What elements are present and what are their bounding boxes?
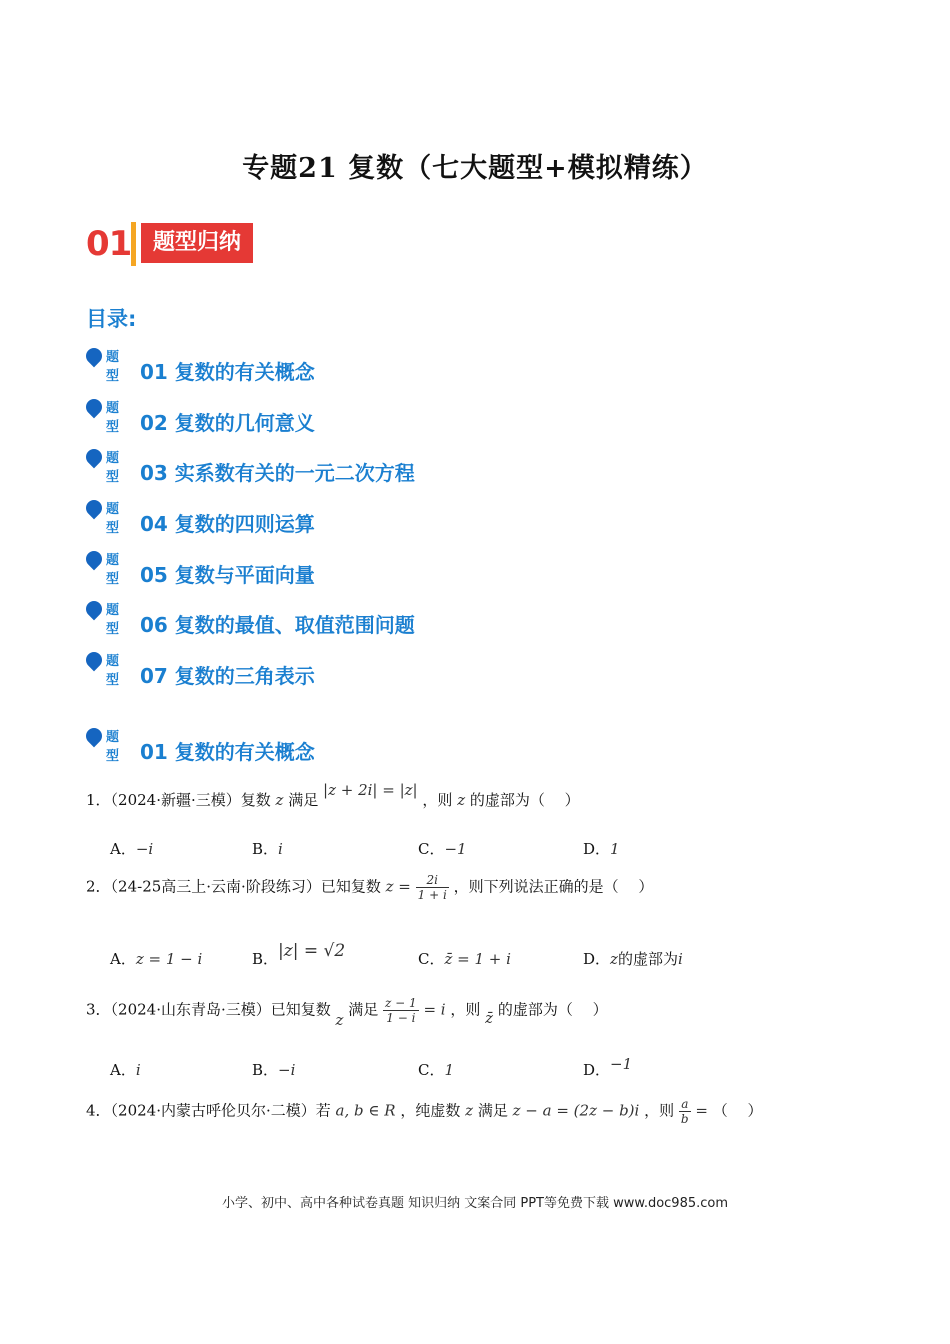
question-2-prefix: 2．（24-25高三上·云南·阶段练习）已知复数 [86, 877, 381, 896]
section-number: 01 [86, 224, 132, 264]
option-value: |z| = √2 [278, 941, 346, 961]
location-pin-icon [83, 497, 106, 520]
option-value: 1 [444, 1061, 455, 1079]
question-1-prefix: 1．（2024·新疆·三模）复数 [86, 791, 271, 809]
option-value: −i [278, 1061, 296, 1079]
option-value: −1 [610, 1055, 633, 1073]
question-1-end: 的虚部为（ ） [469, 791, 580, 809]
question-3-option-b[interactable] [252, 1059, 295, 1080]
toc-pin-label: 题型 [106, 451, 120, 485]
location-pin-icon [83, 598, 106, 621]
question-4-suffix: ，则 [644, 1101, 675, 1120]
option-value: i [278, 840, 283, 858]
location-pin-icon [83, 446, 106, 469]
option-label: D． [583, 840, 611, 858]
question-1-option-a[interactable] [110, 838, 153, 859]
question-3-end: 的虚部为（ ） [497, 1000, 608, 1019]
question-4-mid2: 满足 [477, 1101, 508, 1120]
page-title: 专题21 复数（七大题型+模拟精练） [242, 153, 708, 184]
option-value: z̄ = 1 + i [444, 950, 511, 968]
question-1-option-d[interactable] [583, 838, 620, 859]
option-label: B． [252, 1061, 279, 1079]
option-value: −i [135, 840, 154, 858]
option-label: C． [418, 1061, 445, 1079]
option-value: z = 1 − i [135, 950, 203, 968]
location-pin-icon [83, 345, 106, 368]
page-footer: 小学、初中、高中各种试卷真题 知识归纳 文案合同 PPT等免费下载 www.doc985.com [221, 1196, 729, 1211]
question-4-var: z [465, 1101, 474, 1120]
toc-pin-label: 题型 [106, 654, 120, 688]
question-1-mid: 满足 [288, 791, 319, 809]
toc-item-label: 02 复数的几何意义 [140, 411, 315, 435]
question-3-fraction [383, 996, 419, 1025]
question-1-suffix: ，则 [422, 791, 453, 809]
option-label: C． [418, 840, 445, 858]
question-3-suffix: ，则 [450, 1000, 481, 1019]
location-pin-icon [83, 548, 106, 571]
option-value: 1 [610, 840, 620, 858]
question-3-eq: = i [423, 1000, 446, 1019]
fraction-numerator: 2i [416, 873, 449, 888]
question-3-prefix: 3．（2024·山东青岛·三模）已知复数 [86, 1000, 331, 1019]
question-1-option-c[interactable] [418, 838, 467, 859]
option-label: D． [583, 950, 611, 968]
toc-item-label: 03 实系数有关的一元二次方程 [140, 461, 415, 485]
question-3-option-c[interactable] [418, 1059, 454, 1080]
toc-item-label: 01 复数的有关概念 [140, 360, 315, 384]
question-3-option-a[interactable] [110, 1059, 141, 1080]
toc-pin-label: 题型 [106, 553, 120, 587]
question-4-eq: = [695, 1101, 708, 1120]
question-4-prefix: 4．（2024·内蒙古呼伦贝尔·二模）若 [86, 1101, 331, 1120]
option-label: A． [110, 1061, 136, 1079]
question-4-mid: ，纯虚数 [400, 1101, 461, 1120]
option-label: A． [110, 950, 136, 968]
question-2-option-c[interactable] [418, 948, 511, 969]
toc-item-label: 07 复数的三角表示 [140, 664, 315, 688]
question-2-option-d[interactable] [583, 948, 683, 969]
question-4 [86, 1097, 763, 1126]
option-label: C． [418, 950, 445, 968]
toc-pin-label: 题型 [106, 350, 120, 384]
location-pin-icon [83, 725, 106, 748]
toc-item-label: 05 复数与平面向量 [140, 563, 315, 587]
question-4-fraction [679, 1097, 691, 1126]
section-label: 题型归纳 [141, 223, 253, 263]
toc-item-label: 04 复数的四则运算 [140, 512, 315, 536]
option-label: B． [252, 950, 279, 968]
question-2-option-a[interactable] [110, 948, 202, 969]
question-1-option-b[interactable] [252, 838, 283, 859]
question-3-option-d[interactable] [583, 1055, 633, 1080]
toc-item-label: 06 复数的最值、取值范围问题 [140, 613, 415, 637]
question-4-set: a, b ∈ R [335, 1101, 396, 1120]
toc-pin-label: 题型 [106, 603, 120, 637]
fraction-denominator: b [680, 1112, 689, 1126]
question-4-expr: z − a = (2z − b)i [512, 1101, 640, 1120]
question-1-var: z [275, 791, 284, 809]
question-3 [86, 996, 608, 1029]
question-4-end: （ ） [712, 1101, 763, 1120]
question-1 [86, 781, 580, 810]
toc-pin-label: 题型 [106, 502, 120, 536]
fraction-numerator: a [679, 1097, 691, 1112]
fraction-numerator: z − 1 [385, 996, 417, 1010]
toc-pin-label: 题型 [106, 401, 120, 435]
topic-heading-label: 01 复数的有关概念 [140, 740, 315, 764]
option-label: D． [583, 1061, 611, 1079]
option-value: i [135, 1061, 141, 1079]
fraction-denominator: 1 − i [386, 1011, 416, 1025]
question-3-var: z [335, 1010, 344, 1029]
question-3-mid: 满足 [348, 1000, 379, 1019]
option-value: z [610, 950, 618, 968]
option-tail: 的虚部为 [617, 950, 678, 968]
option-label: A． [110, 840, 136, 858]
question-2-lhs: z = [385, 877, 411, 896]
location-pin-icon [83, 649, 106, 672]
option-label: B． [252, 840, 279, 858]
section-divider [131, 222, 136, 266]
question-2 [86, 873, 653, 902]
question-2-fraction [416, 873, 449, 902]
option-tail-var: i [677, 950, 683, 968]
option-value: −1 [444, 840, 467, 858]
question-1-var2: z [457, 791, 466, 809]
question-3-var2: z̄ [485, 1008, 494, 1027]
fraction-denominator: 1 + i [417, 888, 447, 902]
toc-heading: 目录: [86, 307, 137, 331]
topic-pin-label: 题型 [106, 730, 120, 764]
question-1-expr: |z + 2i| = |z| [323, 781, 418, 799]
location-pin-icon [83, 396, 106, 419]
question-2-option-b[interactable] [252, 940, 346, 968]
question-2-end: ，则下列说法正确的是（ ） [453, 877, 654, 896]
